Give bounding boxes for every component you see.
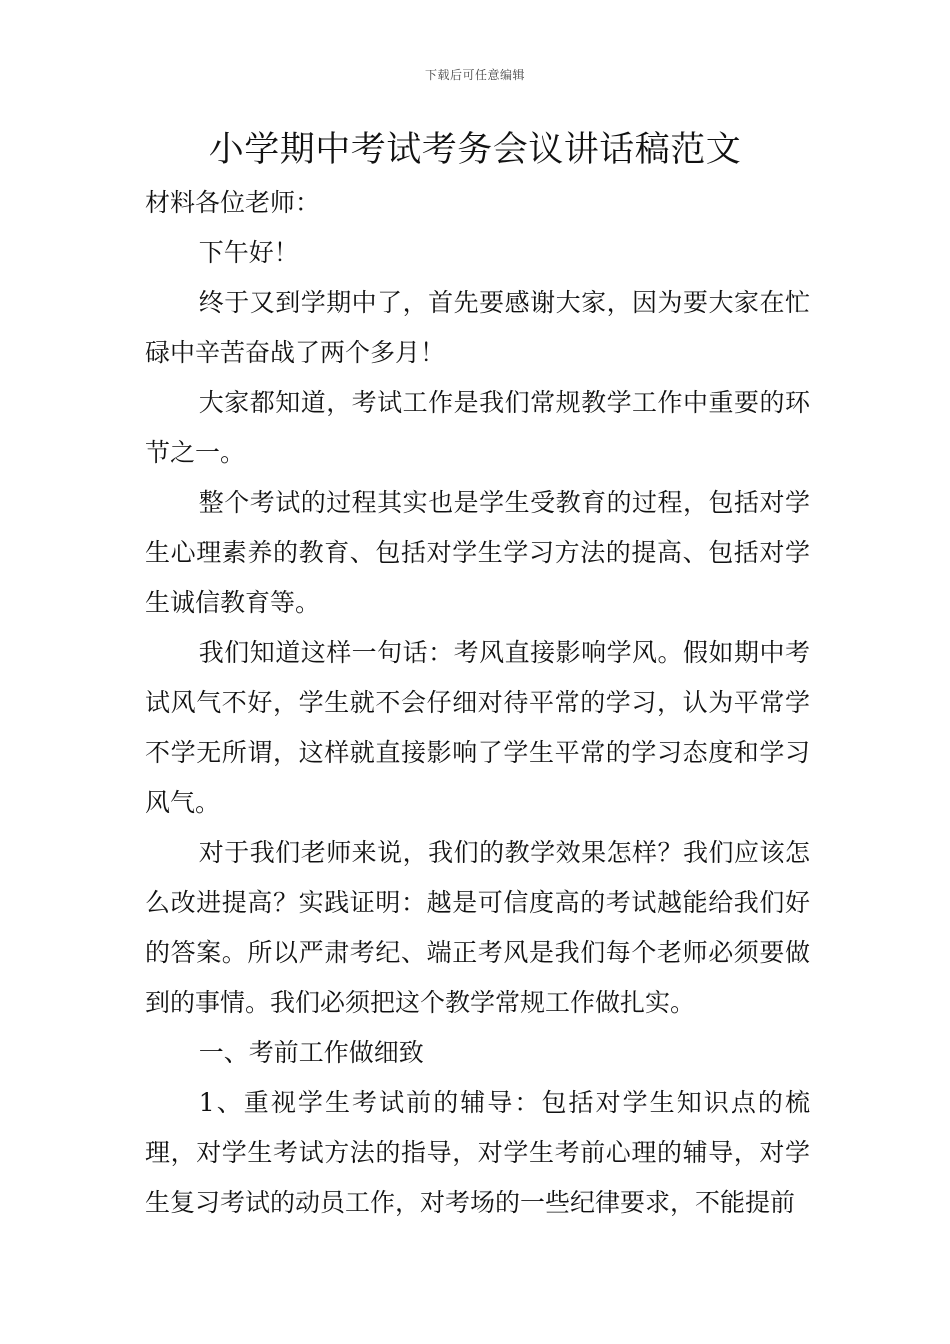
salutation: 材料各位老师：: [145, 188, 321, 217]
section-heading: 一、考前工作做细致: [198, 1038, 424, 1067]
paragraph: 下午好！: [198, 238, 299, 267]
paragraph: 1、重视学生考试前的辅导：包括对学生知识点的梳理，对学生考试方法的指导，对学生考前心理的辅导，对学生复习考试的动员工作，对考场的一些纪律要求，不能提前: [145, 1088, 810, 1217]
header-note: 下载后可任意编辑: [424, 68, 525, 82]
paragraph: 终于又到学期中了，首先要感谢大家，因为要大家在忙碌中辛苦奋战了两个多月！: [145, 288, 810, 367]
document-body: [145, 178, 810, 1228]
paragraph: 对于我们老师来说，我们的教学效果怎样？我们应该怎么改进提高？实践证明：越是可信度高的考试越能给我们好的答案。所以严肃考纪、端正考风是我们每个老师必须要做到的事情。我们必须把这个教学常规工作做扎实。: [145, 838, 810, 1017]
document-title: 小学期中考试考务会议讲话稿范文: [208, 130, 742, 170]
paragraph: 大家都知道，考试工作是我们常规教学工作中重要的环节之一。: [145, 388, 810, 467]
paragraph: 整个考试的过程其实也是学生受教育的过程，包括对学生心理素养的教育、包括对学生学习方法的提高、包括对学生诚信教育等。: [145, 488, 810, 617]
paragraph: 我们知道这样一句话：考风直接影响学风。假如期中考试风气不好，学生就不会仔细对待平常的学习，认为平常学不学无所谓，这样就直接影响了学生平常的学习态度和学习风气。: [145, 638, 810, 817]
